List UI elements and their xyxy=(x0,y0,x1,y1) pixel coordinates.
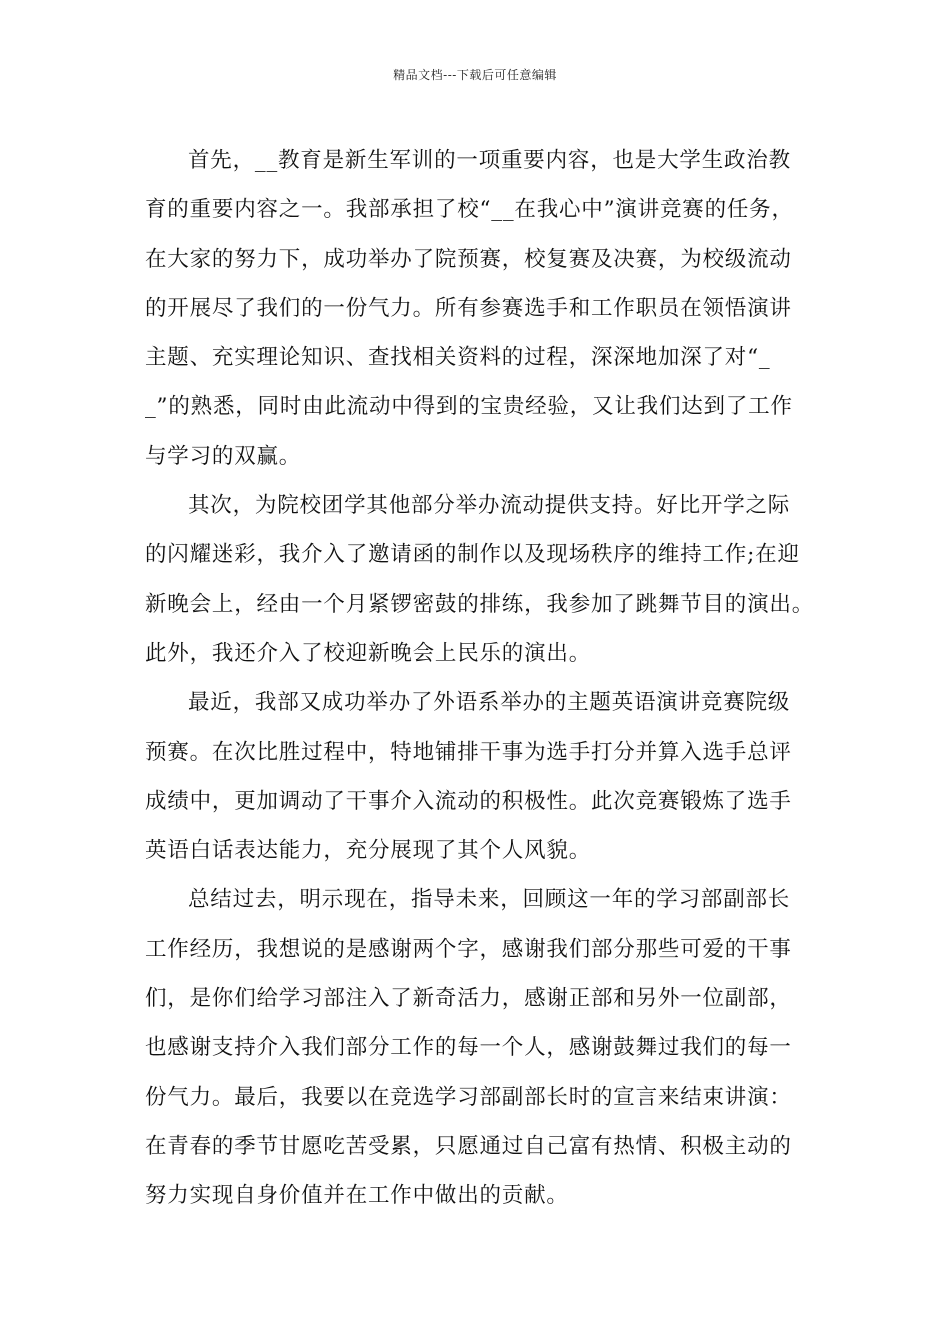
paragraph-line: 工作经历，我想说的是感谢两个字，感谢我们部分那些可爱的干事 xyxy=(145,936,792,962)
paragraph-line: 其次，为院校团学其他部分举办流动提供支持。好比开学之际 xyxy=(188,493,791,519)
paragraph-line: 主题、充实理论知识、查找相关资料的过程，深深地加深了对“_ xyxy=(145,345,771,371)
paragraph-line: 此外，我还介入了校迎新晚会上民乐的演出。 xyxy=(145,640,592,666)
paragraph-line: 在大家的努力下，成功举办了院预赛，校复赛及决赛，为校级流动 xyxy=(145,246,792,272)
paragraph-line: 与学习的双赢。 xyxy=(145,443,302,469)
paragraph-line: 成绩中，更加调动了干事介入流动的积极性。此次竞赛锻炼了选手 xyxy=(145,788,792,814)
paragraph-line: 总结过去，明示现在，指导未来，回顾这一年的学习部副部长 xyxy=(188,887,791,913)
paragraph-line: 的开展尽了我们的一份气力。所有参赛选手和工作职员在领悟演讲 xyxy=(145,295,792,321)
paragraph-line: 努力实现自身价值并在工作中做出的贡献。 xyxy=(145,1183,569,1209)
paragraph-line: 首先，__教育是新生军训的一项重要内容，也是大学生政治教 xyxy=(188,148,791,173)
paragraph-line: 份气力。最后，我要以在竞选学习部副部长时的宣言来结束讲演： xyxy=(145,1084,792,1110)
paragraph-line: 也感谢支持介入我们部分工作的每一个人，感谢鼓舞过我们的每一 xyxy=(145,1035,792,1061)
paragraph-4 xyxy=(145,875,820,1220)
document-body xyxy=(145,136,820,1221)
paragraph-line: _”的熟悉，同时由此流动中得到的宝贵经验，又让我们达到了工作 xyxy=(145,394,793,420)
page-header: 精品文档---下载后可任意编辑 xyxy=(393,68,557,82)
paragraph-line: 在青春的季节甘愿吃苦受累，只愿通过自己富有热情、积极主动的 xyxy=(145,1133,792,1159)
paragraph-line: 英语白话表达能力，充分展现了其个人风貌。 xyxy=(145,838,592,864)
paragraph-line: 预赛。在次比胜过程中，特地铺排干事为选手打分并算入选手总评 xyxy=(145,739,792,765)
paragraph-1 xyxy=(145,136,820,481)
paragraph-line: 最近，我部又成功举办了外语系举办的主题英语演讲竞赛院级 xyxy=(188,690,791,716)
paragraph-3 xyxy=(145,678,820,875)
paragraph-line: 新晚会上，经由一个月紧锣密鼓的排练，我参加了跳舞节目的演出。 xyxy=(145,591,815,617)
paragraph-line: 们，是你们给学习部注入了新奇活力，感谢正部和另外一位副部， xyxy=(145,986,792,1012)
paragraph-line: 育的重要内容之一。我部承担了校“__在我心中”演讲竞赛的任务， xyxy=(145,197,794,223)
paragraph-line: 的闪耀迷彩，我介入了邀请函的制作以及现场秩序的维持工作;在迎 xyxy=(145,542,800,568)
paragraph-2 xyxy=(145,481,820,678)
